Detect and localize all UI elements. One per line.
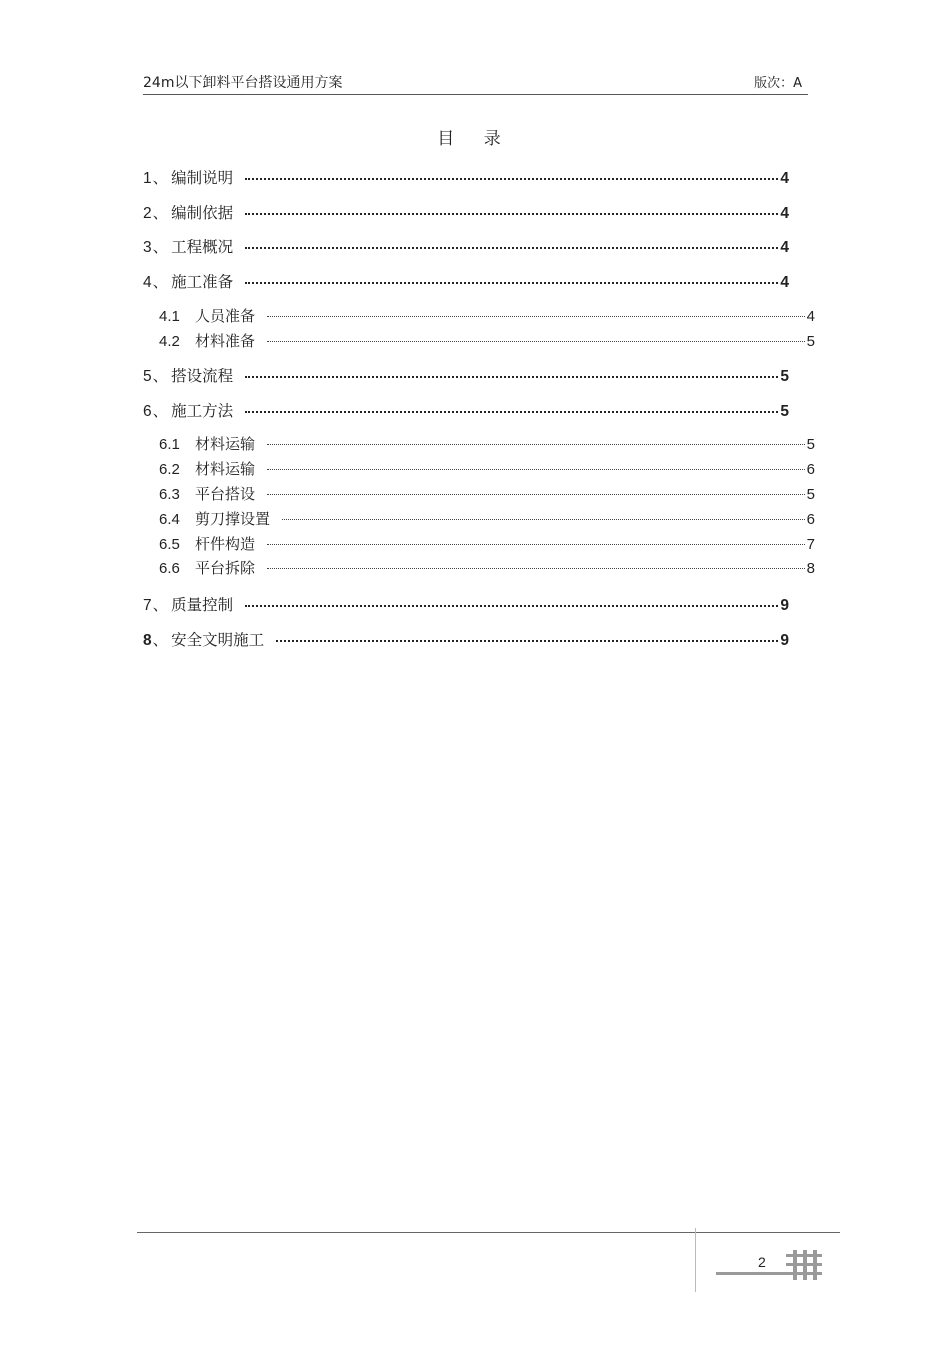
- toc-entry-title: 杆件构造: [195, 535, 256, 553]
- toc-dot-leader: [267, 340, 805, 342]
- toc-dot-leader: [282, 518, 805, 520]
- toc-entry-page: 5: [780, 403, 789, 420]
- document-title: 24m以下卸料平台搭设通用方案: [143, 75, 343, 91]
- toc-entry-number: 7: [143, 597, 152, 614]
- toc-entry[interactable]: [143, 270, 789, 292]
- toc-entry-title: 质量控制: [171, 596, 234, 614]
- toc-entry-page: 4: [780, 205, 789, 222]
- toc-subentry[interactable]: [159, 508, 815, 529]
- toc-dot-leader: [245, 246, 778, 249]
- toc-entry-page: 9: [780, 632, 789, 649]
- toc-entry-page: 5: [806, 333, 815, 350]
- toc-entry[interactable]: [143, 201, 789, 223]
- toc-entry-separator: 、: [152, 169, 169, 187]
- toc-entry-number: 6.6: [159, 560, 180, 577]
- toc-dot-leader: [267, 443, 805, 445]
- toc-entry-separator: 、: [152, 273, 169, 291]
- toc-entry-title: 施工准备: [171, 273, 234, 291]
- toc-entry-number: 6: [143, 403, 152, 420]
- toc-entry-title: 编制依据: [171, 204, 234, 222]
- toc-entry[interactable]: [143, 593, 789, 615]
- version-label: 版次：A: [754, 76, 802, 91]
- footer-rule: [137, 1232, 840, 1233]
- toc-dot-leader: [245, 281, 778, 284]
- page-number: 2: [758, 1254, 766, 1270]
- toc-subentry[interactable]: [159, 557, 815, 578]
- toc-entry-page: 5: [780, 368, 789, 385]
- toc-subentry[interactable]: [159, 483, 815, 504]
- toc-entry-number: 8: [143, 632, 152, 649]
- toc-entry-separator: 、: [152, 204, 169, 222]
- toc-entry-number: 5: [143, 368, 152, 385]
- toc-entry-number: 6.5: [159, 536, 180, 553]
- toc-entry-page: 8: [806, 560, 815, 577]
- toc-entry[interactable]: [143, 166, 789, 188]
- toc-entry-page: 4: [780, 274, 789, 291]
- toc-entry-number: 6.4: [159, 511, 180, 528]
- toc-dot-leader: [267, 543, 805, 545]
- toc-entry-page: 7: [806, 536, 815, 553]
- toc-entry-separator: 、: [152, 596, 169, 614]
- toc-dot-leader: [245, 604, 778, 607]
- toc-dot-leader: [245, 177, 778, 180]
- toc-entry-number: 4.1: [159, 308, 180, 325]
- toc-entry-number: 6.3: [159, 486, 180, 503]
- toc-entry-title: 材料运输: [195, 460, 256, 478]
- toc-entry-page: 6: [806, 511, 815, 528]
- toc-subentry[interactable]: [159, 330, 815, 351]
- toc-dot-leader: [267, 315, 805, 317]
- toc-entry-page: 5: [806, 436, 815, 453]
- toc-entry-title: 工程概况: [171, 238, 234, 256]
- toc-heading: 目 录: [437, 129, 513, 149]
- toc-entry-page: 9: [780, 597, 789, 614]
- toc-entry-number: 3: [143, 239, 152, 256]
- toc-entry-title: 平台拆除: [195, 559, 256, 577]
- toc-entry-page: 5: [806, 486, 815, 503]
- toc-dot-leader: [245, 410, 778, 413]
- toc-entry-number: 2: [143, 205, 152, 222]
- toc-subentry[interactable]: [159, 433, 815, 454]
- toc-entry-title: 材料运输: [195, 435, 256, 453]
- toc-entry-title: 人员准备: [195, 307, 256, 325]
- toc-entry-number: 1: [143, 170, 152, 187]
- footer-divider: [695, 1228, 696, 1292]
- toc-entry-title: 剪刀撑设置: [195, 510, 271, 528]
- toc-entry[interactable]: [143, 399, 789, 421]
- toc-entry-title: 平台搭设: [195, 485, 256, 503]
- toc-entry-title: 材料准备: [195, 332, 256, 350]
- toc-entry[interactable]: [143, 364, 789, 386]
- toc-dot-leader: [267, 567, 805, 569]
- toc-dot-leader: [267, 493, 805, 495]
- footer-accent-bar: [716, 1272, 796, 1275]
- toc-entry-number: 6.1: [159, 436, 180, 453]
- toc-entry-number: 4: [143, 274, 152, 291]
- company-logo-icon: [786, 1250, 824, 1286]
- toc-entry[interactable]: [143, 235, 789, 257]
- toc-entry-page: 4: [806, 308, 815, 325]
- toc-dot-leader: [276, 639, 778, 642]
- page-header: [143, 70, 808, 95]
- toc-entry-separator: 、: [152, 367, 169, 385]
- toc-dot-leader: [267, 468, 805, 470]
- toc-entry-number: 6.2: [159, 461, 180, 478]
- toc-subentry[interactable]: [159, 533, 815, 554]
- toc-entry[interactable]: [143, 628, 789, 650]
- toc-subentry[interactable]: [159, 305, 815, 326]
- toc-entry-number: 4.2: [159, 333, 180, 350]
- toc-entry-title: 施工方法: [171, 402, 234, 420]
- toc-entry-page: 6: [806, 461, 815, 478]
- toc-subentry[interactable]: [159, 458, 815, 479]
- toc-dot-leader: [245, 212, 778, 215]
- toc-entry-separator: 、: [152, 238, 169, 256]
- toc-entry-title: 搭设流程: [171, 367, 234, 385]
- toc-dot-leader: [245, 375, 778, 378]
- toc-entry-page: 4: [780, 239, 789, 256]
- toc-entry-separator: 、: [152, 631, 169, 649]
- toc-entry-title: 编制说明: [171, 169, 234, 187]
- toc-entry-title: 安全文明施工: [171, 631, 265, 649]
- toc-entry-separator: 、: [152, 402, 169, 420]
- toc-entry-page: 4: [780, 170, 789, 187]
